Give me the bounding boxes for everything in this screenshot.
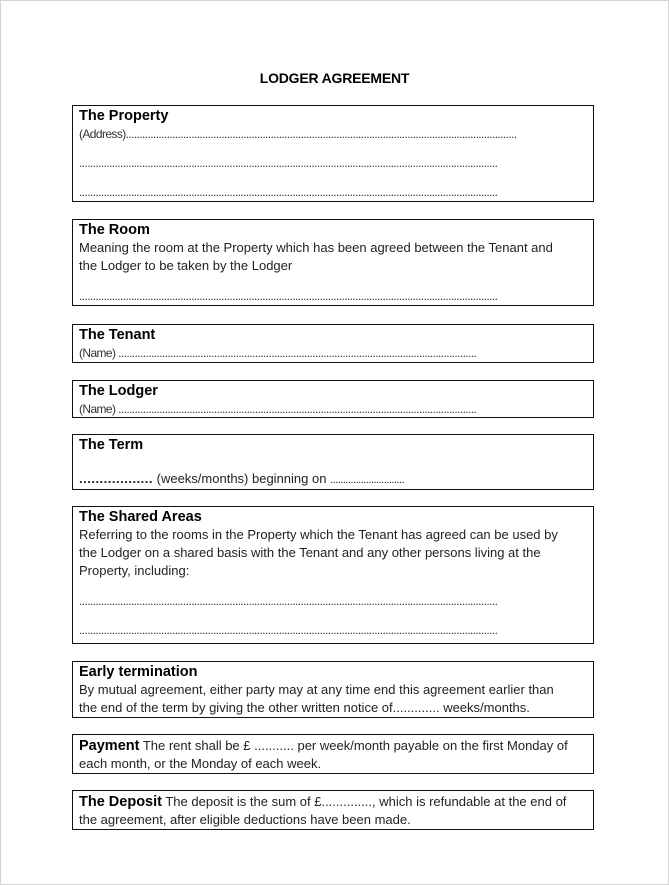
section-heading: Payment	[79, 738, 140, 754]
section-heading: The Term	[79, 437, 144, 453]
early-termination-text-line-1: By mutual agreement, either party may at any time end this agreement earlier than	[79, 682, 554, 697]
section-shared-areas	[72, 506, 594, 644]
payment-line-1	[79, 737, 593, 755]
deposit-text: The deposit is the sum of £.............., which is refundable at the end of	[161, 794, 567, 809]
section-heading: The Property	[79, 108, 169, 124]
section-heading: Early termination	[79, 664, 198, 680]
room-description-line-1: Meaning the room at the Property which has been agreed between the Tenant and	[79, 240, 553, 255]
section-payment	[72, 734, 594, 774]
shared-areas-text-line-2: the Lodger on a shared basis with the Tenant and any other persons living at the	[79, 545, 541, 560]
payment-text: The rent shall be £ ........... per week/month payable on the first Monday of	[139, 738, 568, 753]
section-heading: The Shared Areas	[79, 509, 202, 525]
room-field-line[interactable]: .........................................................................................................................................................	[79, 289, 498, 303]
section-tenant	[72, 324, 594, 363]
page-title: LODGER AGREEMENT	[259, 70, 410, 86]
section-property	[72, 105, 594, 202]
term-text: (weeks/months) beginning on	[153, 471, 331, 486]
room-description-line-2: the Lodger to be taken by the Lodger	[79, 258, 293, 273]
shared-areas-text-line-3: Property, including:	[79, 563, 190, 578]
early-termination-text-line-2: the end of the term by giving the other written notice of............. weeks/months.	[79, 700, 530, 715]
section-deposit	[72, 790, 594, 830]
section-term	[72, 434, 594, 490]
deposit-line-1	[79, 793, 593, 811]
tenant-name-field[interactable]: (Name) ...................................................................................................................................	[79, 346, 477, 360]
section-heading: The Lodger	[79, 383, 158, 399]
payment-line-2: each month, or the Monday of each week.	[79, 756, 322, 771]
section-heading: The Deposit	[79, 794, 162, 810]
term-duration-field[interactable]: ..................	[79, 471, 154, 486]
shared-areas-field-line-2[interactable]: .........................................................................................................................................................	[79, 623, 498, 637]
deposit-line-2: the agreement, after eligible deductions have been made.	[79, 812, 411, 827]
shared-areas-field-line-1[interactable]: .........................................................................................................................................................	[79, 594, 498, 608]
section-heading: The Tenant	[79, 327, 156, 343]
address-field-line-3[interactable]: .........................................................................................................................................................	[79, 185, 498, 199]
address-field-line-1[interactable]: (Address)...............................................................................................................................................	[79, 127, 517, 141]
section-heading: The Room	[79, 222, 150, 238]
section-room	[72, 219, 594, 306]
address-field-line-2[interactable]: .........................................................................................................................................................	[79, 156, 498, 170]
term-line	[79, 470, 593, 489]
shared-areas-text-line-1: Referring to the rooms in the Property which the Tenant has agreed can be used by	[79, 527, 558, 542]
section-lodger	[72, 380, 594, 418]
lodger-name-field[interactable]: (Name) ...................................................................................................................................	[79, 402, 477, 416]
section-early-termination	[72, 661, 594, 718]
term-start-date-field[interactable]: .............................	[330, 474, 405, 486]
